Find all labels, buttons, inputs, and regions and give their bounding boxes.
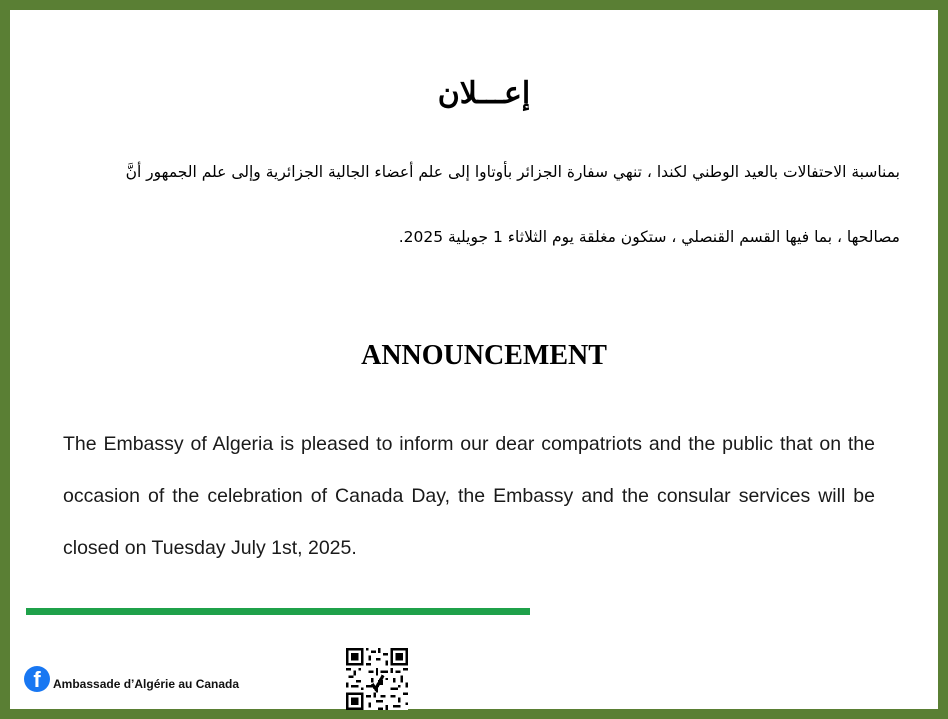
green-divider [26, 608, 530, 615]
arabic-title: إعـــلان [437, 76, 531, 111]
facebook-glyph: f [33, 667, 41, 692]
qr-code-icon[interactable] [346, 648, 408, 710]
arabic-paragraph-line-1: بمناسبة الاحتفالات بالعيد الوطني لكندا ، تنهي سفارة الجزائر بأوتاوا إلى علم أعضاء الجالية الجزائرية وإلى علم الجمهور أنَّ [125, 163, 900, 181]
arabic-paragraph-line-2: مصالحها ، بما فيها القسم القنصلي ، ستكون مغلقة يوم الثلاثاء 1 جويلية 2025. [398, 228, 900, 246]
facebook-icon[interactable] [24, 666, 50, 692]
facebook-page-label[interactable]: Ambassade d’Algérie au Canada [53, 677, 240, 691]
english-paragraph: The Embassy of Algeria is pleased to inform our dear compatriots and the public that on the occasion of the celebration of Canada Day, the Embassy and the consular services will be closed on Tuesday July 1st, 2025. [63, 433, 875, 559]
english-title: ANNOUNCEMENT [361, 340, 607, 371]
